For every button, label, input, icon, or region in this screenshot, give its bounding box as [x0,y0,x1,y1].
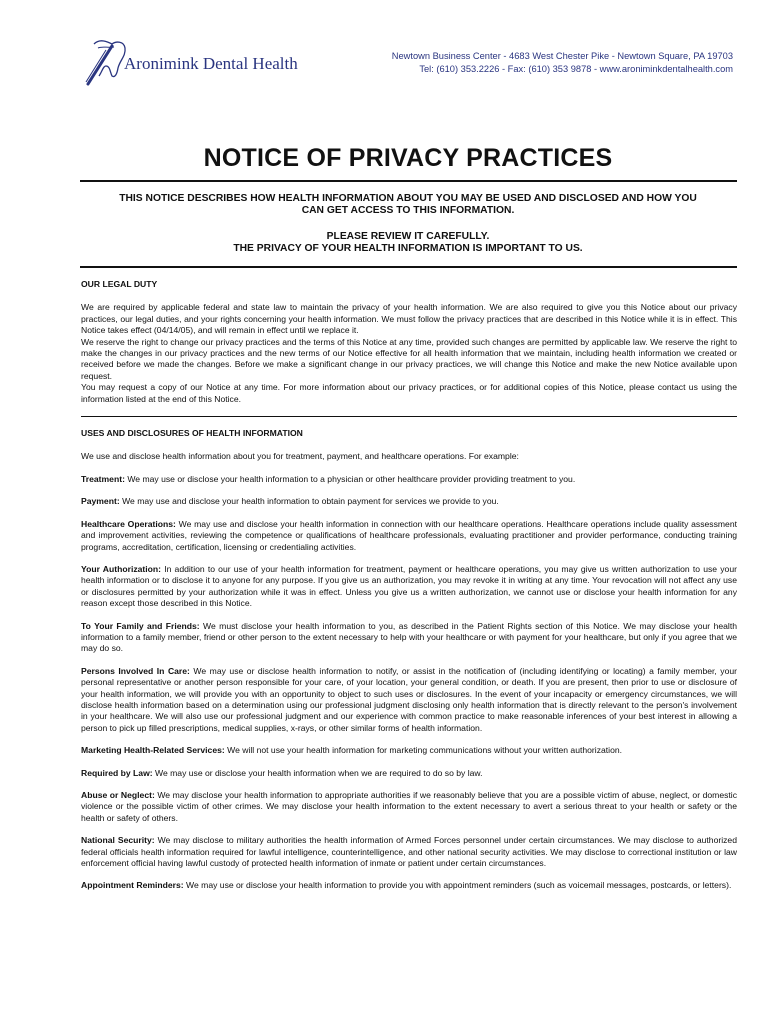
use-item-text: In addition to our use of your health information for treatment, payment or healthcare operations, you may give us written authorization to use your health information or to disclose it to anyone for any purpose. If you give us an authorization, you may revoke it in writing at any time. Your revocation will not affect any use or disclosures permitted by your authorization while it was in effect. Unless you give us a written authorization, we cannot use or disclose your health information for any reason except those described in this Notice. [81,563,737,609]
uses-intro: We use and disclose health information about you for treatment, payment, and healthcare operations. For example: [81,451,519,462]
contact-address: Newtown Business Center - 4683 West Chester Pike - Newtown Square, PA 19703 [391,51,733,61]
use-item-appointment-reminders [81,880,737,891]
use-item-payment [81,496,737,507]
use-item-text: We may use or disclose health information to notify, or assist in the notification of (including identifying or locating) a family member, your personal representative or another person responsible for your care, of your location, your general condition, or death. If you are present, then prior to use or disclosure of your health information, we will provide you with an opportunity to object to such uses or disclosures. In the event of your incapacity or emergency circumstances, we will disclose health information based on a determination using our professional judgment disclosing only health information that is directly relevant to the person's involvement in your healthcare. We will also use our professional judgment and our experience with common practice to make reasonable inferences of your best interest in allowing a person to pick up filled prescriptions, medical supplies, x-rays, or other similar forms of health information. [81,665,738,733]
use-item-text: We may use and disclose your health information in connection with our healthcare operations. Healthcare operations include quality assessment and improvement activities, reviewing the competence or qualifications of healthcare professionals, evaluating practitioner and provider performance, conducting training programs, accreditation, certification, licensing or credentialing activities. [81,518,738,552]
page-title: NOTICE OF PRIVACY PRACTICES [203,144,613,172]
review-line-1: PLEASE REVIEW IT CAREFULLY. [326,231,490,242]
use-item-authorization [81,564,737,610]
uses-heading: USES AND DISCLOSURES OF HEALTH INFORMATION [81,428,303,439]
use-item-label: Appointment Reminders: [81,880,184,891]
use-item-text: We will not use your health information for marketing communications without your written authorization. [224,745,623,756]
header-divider [80,266,737,268]
section-divider [81,416,737,417]
notice-body [81,279,737,892]
use-item-label: Persons Involved In Care: [81,665,190,676]
use-item-text: We may disclose to military authorities the health information of Armed Forces personnel under certain circumstances. We may disclose to authorized federal officials health information required for lawful intelligence, counterintelligence, and other national security activities. We may disclose to correctional institution or law enforcement official having lawful custody of protected health information of inmate or patient under certain circumstances. [81,835,737,869]
practice-logo [84,38,304,90]
use-item-label: Treatment: [81,473,125,484]
contact-phone-web: Tel: (610) 353.2226 - Fax: (610) 353 9878 - www.aroniminkdentalhealth.com [419,64,733,74]
logo-text: Aronimink Dental Health [124,54,298,73]
legal-duty-paragraph-3: You may request a copy of our Notice at any time. For more information about our privacy practices, or for additional copies of this Notice, please contact us using the information listed at the end of this Notice. [81,382,737,404]
use-item-text: We must disclose your health information to you, as described in the Patient Rights section of this Notice. We may disclose your health information to a family member, friend or other person to the extent necessary to help with your healthcare or with payment for your healthcare, but only if you agree that we may do so. [81,620,737,654]
review-notice [80,231,736,255]
use-item-label: Your Authorization: [81,563,162,574]
review-line-2: THE PRIVACY OF YOUR HEALTH INFORMATION IS IMPORTANT TO US. [233,243,583,254]
use-item-persons-involved [81,666,737,734]
use-item-label: National Security: [81,835,155,846]
use-item-text: We may use or disclose your health information to a physician or other healthcare provider providing treatment to you. [124,473,576,484]
use-item-text: We may disclose your health information to appropriate authorities if we reasonably believe that you are a possible victim of abuse, neglect, or domestic violence or the possible victim of other crimes. We may disclose your health information to the extent necessary to avert a serious threat to your health or safety or the health or safety of others. [81,790,737,823]
notice-line-2: CAN GET ACCESS TO THIS INFORMATION. [301,205,515,216]
use-item-treatment [81,474,737,485]
contact-info [392,50,733,76]
legal-duty-heading: OUR LEGAL DUTY [81,279,158,289]
tooth-icon [84,38,128,90]
use-item-label: To Your Family and Friends: [81,620,200,631]
use-item-healthcare-operations [81,519,737,553]
use-item-text: We may use or disclose your health information to provide you with appointment reminders (such as voicemail messages, postcards, or letters). [183,880,732,891]
legal-duty-paragraph-2: We reserve the right to change our privacy practices and the terms of this Notice at any time, provided such changes are permitted by applicable law. We reserve the right to make the changes in our privacy practices and the new terms of our Notice effective for all health information that we maintain, including health information we created or received before we made the changes. Before we make a significant change in our privacy practices, we will change this Notice and make the new Notice available upon request. [81,336,737,381]
use-item-label: Marketing Health-Related Services: [81,745,225,756]
use-item-label: Abuse or Neglect: [81,790,155,800]
use-item-label: Required by Law: [81,767,153,778]
use-item-text: We may use or disclose your health information when we are required to do so by law. [152,767,483,778]
use-item-label: Healthcare Operations: [81,518,176,529]
notice-description [80,193,736,217]
use-item-family-friends [81,621,737,655]
use-item-required-by-law [81,768,737,779]
legal-duty-paragraph-1: We are required by applicable federal and state law to maintain the privacy of your health information. We are also required to give you this Notice about our privacy practices, our legal duties, and your rights concerning your health information. We must follow the privacy practices that are described in this Notice while it is in effect. This Notice takes effect (04/14/05), and will remain in effect until we replace it. [81,302,737,336]
notice-line-1: THIS NOTICE DESCRIBES HOW HEALTH INFORMATION ABOUT YOU MAY BE USED AND DISCLOSED AND HOW YOU [119,193,697,204]
use-item-national-security [81,835,737,869]
title-divider [80,180,737,182]
use-item-label: Payment: [81,496,120,507]
use-item-marketing [81,745,737,756]
use-item-text: We may use and disclose your health information to obtain payment for services we provide to you. [119,496,499,507]
use-item-abuse-neglect [81,790,737,824]
